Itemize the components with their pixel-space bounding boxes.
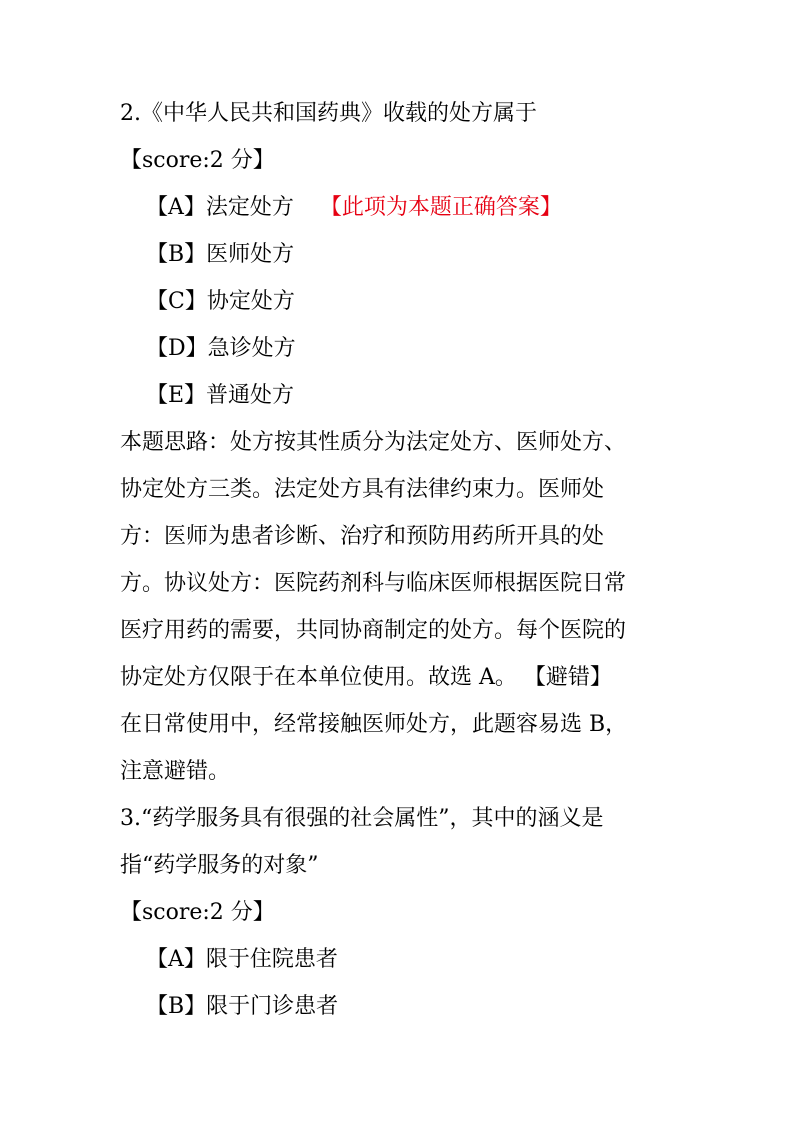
question-2-option-a: [146, 193, 562, 223]
question-2-option-b: 【B】医师处方: [146, 242, 295, 267]
question-3-option-b: 【B】限于门诊患者: [146, 994, 339, 1019]
correct-answer-note: 【此项为本题正确答案】: [319, 195, 562, 220]
option-a-text: 【A】法定处方: [146, 195, 294, 220]
explanation-line: 医疗用药的需要，共同协商制定的处方。每个医院的: [120, 618, 627, 643]
explanation-line: 协定处方三类。法定处方具有法律约束力。医师处: [120, 477, 605, 502]
question-3-stem: 指“药学服务的对象”: [120, 853, 319, 878]
explanation-line: 在日常使用中，经常接触医师处方，此题容易选 B，: [120, 712, 628, 737]
explanation-line: 本题思路：处方按其性质分为法定处方、医师处方、: [120, 430, 627, 455]
question-3-score: 【score:2 分】: [120, 900, 275, 925]
explanation-line: 方：医师为患者诊断、治疗和预防用药所开具的处: [120, 524, 605, 549]
question-2-stem: 2.《中华人民共和国药典》收载的处方属于: [120, 101, 537, 126]
explanation-line: 注意避错。: [120, 759, 231, 784]
explanation-line: 方。协议处方：医院药剂科与临床医师根据医院日常: [120, 571, 627, 596]
question-3-stem: 3.“药学服务具有很强的社会属性”，其中的涵义是: [120, 806, 604, 831]
question-2-option-d: 【D】急诊处方: [146, 336, 296, 361]
question-3-option-a: 【A】限于住院患者: [146, 947, 338, 972]
question-2-score: 【score:2 分】: [120, 148, 275, 173]
question-2-option-e: 【E】普通处方: [146, 383, 295, 408]
question-2-option-c: 【C】协定处方: [146, 289, 295, 314]
explanation-line: 协定处方仅限于在本单位使用。故选 A。 【避错】: [120, 665, 612, 690]
